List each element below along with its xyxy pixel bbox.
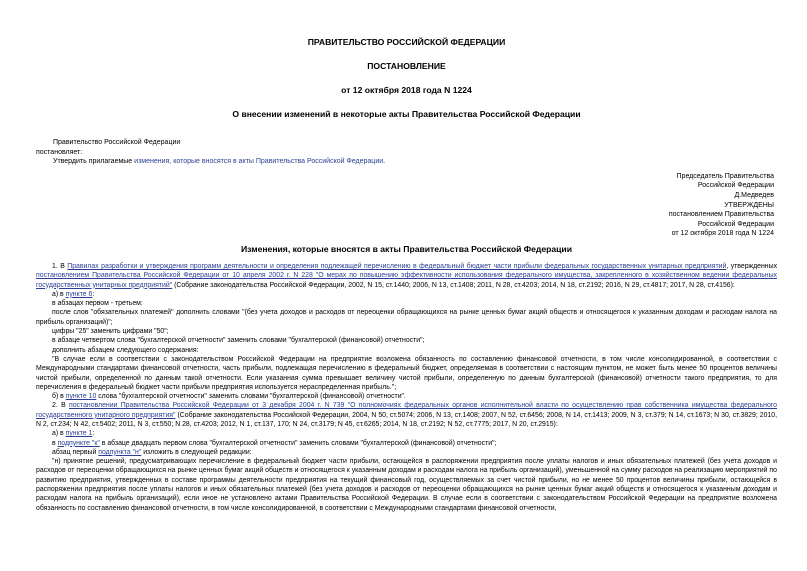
subclause-k-link[interactable]: подпункте "к" <box>57 439 100 447</box>
resolution-739-link[interactable]: постановлении Правительства Российской Федерации от 3 декабря 2004 г. N 739 "О полномочиях федеральных органов исполнительной власти по осуществлению прав собственника имущества федерального государственного унитарного предприятия" <box>36 402 777 419</box>
c-suffix: : <box>92 430 95 438</box>
p1-number: 1. В <box>52 262 68 270</box>
document-body <box>36 262 777 513</box>
b-suffix: слова "бухгалтерской отчетности" заменить словами "бухгалтерской (финансовой) отчетности". <box>96 393 406 401</box>
subclause-n-link[interactable]: подпункта "н" <box>98 448 142 456</box>
text-line: после слов "обязательных платежей" дополнить словами "(без учета доходов и расходов от переоценки обращающихся на рынке ценных бумаг акций обществ и относящегося к указанным доходам и расходам налога на прибыль организаций)"; <box>36 309 777 326</box>
text-line: "н) принятие решений, предусматривающих перечисление в федеральный бюджет части прибыли, остающейся в распоряжении предприятия после уплаты налогов и иных обязательных платежей (без учета доходов и расходов от переоценки обращающихся на рынке ценных бумаг акций обществ и относящегося к указанным доходам и расходам налога на прибыль организаций), уменьшенной на сумму расходов на реализацию мероприятий по развитию предприятия, утвержденных в составе программы деятельности предприятия на текущий финансовый год, осуществляемых за счет чистой прибыли, но не менее 50 процентов величины прибыли, остающейся в распоряжении предприятия после уплаты налогов и иных обязательных платежей (без учета доходов и расходов от переоценки обращающихся на рынке ценных бумаг акций обществ и относящегося к указанным доходам и расходам налога на прибыль организаций), если иное не установлено актами Правительства Российской Федерации. В случае если в соответствии с законодательством Российской Федерации на предприятие возложена обязанность по составлению финансовой отчетности, в том числе консолидированной, в соответствии с Международными стандартами финансовой отчетности, <box>36 458 777 512</box>
signature-line: Российской Федерации <box>697 220 774 228</box>
signature-line: постановлением Правительства <box>668 211 774 219</box>
p1-mid: , утвержденных <box>726 262 778 270</box>
text-line <box>36 448 777 457</box>
approve-suffix: . <box>383 158 386 166</box>
intro-approve-line <box>36 157 777 167</box>
changes-title: Изменения, которые вносятся в акты Правительства Российской Федерации <box>240 243 572 254</box>
p2-number: 2. В <box>52 402 69 410</box>
signature-line: Д.Медведев <box>734 191 774 199</box>
a-prefix: а) в <box>52 290 66 298</box>
signature-line: от 12 октября 2018 года N 1224 <box>671 230 774 238</box>
paragraph-2 <box>36 401 777 429</box>
date-number-heading: от 12 октября 2018 года N 1224 <box>341 85 472 95</box>
clause-6-link[interactable]: пункте 6 <box>65 290 93 298</box>
b-prefix: б) в <box>52 393 66 401</box>
p1-end: (Собрание законодательства Российской Федерации, 2002, N 15, ст.1440; 2006, N 13, ст.1408; 2011, N 28, ст.4203; 2014, N 18, ст.2192; 2016, N 29, ст.4817; 2017, N 28, ст.4156): <box>172 281 735 289</box>
c2-suffix: изложить в следующей редакции: <box>141 448 252 456</box>
approve-prefix: Утвердить прилагаемые <box>53 158 135 166</box>
p2-end: (Собрание законодательства Российской Федерации, 2004, N 50, ст.5074; 2006, N 13, ст.1408; 2007, N 52, ст.6456; 2008, N 14, ст.1413; 2009, N 3, ст.379; N 14, ст.1673; N 30, ст.3829; 2010, N 2, ст.234; N 42, ст.5402; 2011, N 3, ст.550; N 28, ст.4203; 2012, N 1, ст.137, 170; N 24, ст.3179; N 45, ст.6265; 2014, N 18, ст.2192; N 52, ст.7775; 2017, N 20, ст.2915): <box>36 411 777 428</box>
c1-suffix: в абзаце двадцать первом слова "бухгалтерской отчетности" заменить словами "бухгалтерской (финансовой) отчетности"; <box>99 439 497 447</box>
text-line: цифры "25" заменить цифрами "50"; <box>52 328 169 336</box>
intro-line-government: Правительство Российской Федерации <box>53 139 181 146</box>
paragraph-1 <box>36 262 777 290</box>
signature-line: Российской Федерации <box>697 182 774 190</box>
subparagraph-a2 <box>36 429 777 438</box>
text-line <box>36 439 777 448</box>
c-prefix: а) в <box>52 430 66 438</box>
changes-link[interactable]: изменения, которые вносятся в акты Правительства Российской Федерации <box>134 158 384 166</box>
text-line: в абзацах первом - третьем: <box>52 300 143 308</box>
signature-block <box>36 172 777 239</box>
c1-prefix: в <box>52 439 58 447</box>
government-heading: ПРАВИТЕЛЬСТВО РОССИЙСКОЙ ФЕДЕРАЦИИ <box>307 37 506 47</box>
resolution-228-link[interactable]: постановлением Правительства Российской Федерации от 10 апреля 2002 г. N 228 "О мерах по повышению эффективности использования федерального имущества, закрепленного в хозяйственном ведении федеральных государственных унитарных предприятий" <box>36 272 777 289</box>
clause-1-link[interactable]: пункте 1 <box>65 430 93 438</box>
intro-block <box>36 138 777 167</box>
subparagraph-a <box>36 290 777 299</box>
document-title: О внесении изменений в некоторые акты Правительства Российской Федерации <box>232 109 581 119</box>
doc-type-heading: ПОСТАНОВЛЕНИЕ <box>367 61 446 71</box>
signature-line: Председатель Правительства <box>676 172 774 180</box>
signature-line: УТВЕРЖДЕНЫ <box>724 201 774 209</box>
c2-prefix: абзац первый <box>52 448 99 456</box>
rules-link[interactable]: Правилах разработки и утверждения программ деятельности и определения подлежащей перечислению в федеральный бюджет части прибыли федеральных государственных унитарных предприятий <box>67 262 727 270</box>
text-line: в абзаце четвертом слова "бухгалтерской отчетности" заменить словами "бухгалтерской (финансовой) отчетности"; <box>52 337 425 345</box>
text-line: "В случае если в соответствии с законодательством Российской Федерации на предприятие возложена обязанность по составлению финансовой отчетности, в том числе консолидированной, в соответствии с Международными стандартами финансовой отчетности, часть прибыли, подлежащая перечислению в федеральный бюджет, определяемая в соответствии с настоящим пунктом, не может быть менее 50 процентов величины чистой прибыли, определенной по данным такой отчетности. Если указанная сумма превышает величину чистой прибыли, определенную по данным бухгалтерской (финансовой) отчетности такого предприятия, то для перечисления в федеральный бюджет части прибыли предприятия используется нераспределенная прибыль."; <box>36 355 777 391</box>
a-suffix: : <box>92 290 95 298</box>
intro-line-resolves: постановляет: <box>36 148 83 156</box>
text-line: дополнить абзацем следующего содержания: <box>52 346 199 354</box>
subparagraph-b <box>36 392 777 401</box>
clause-10-link[interactable]: пункте 10 <box>65 393 97 401</box>
